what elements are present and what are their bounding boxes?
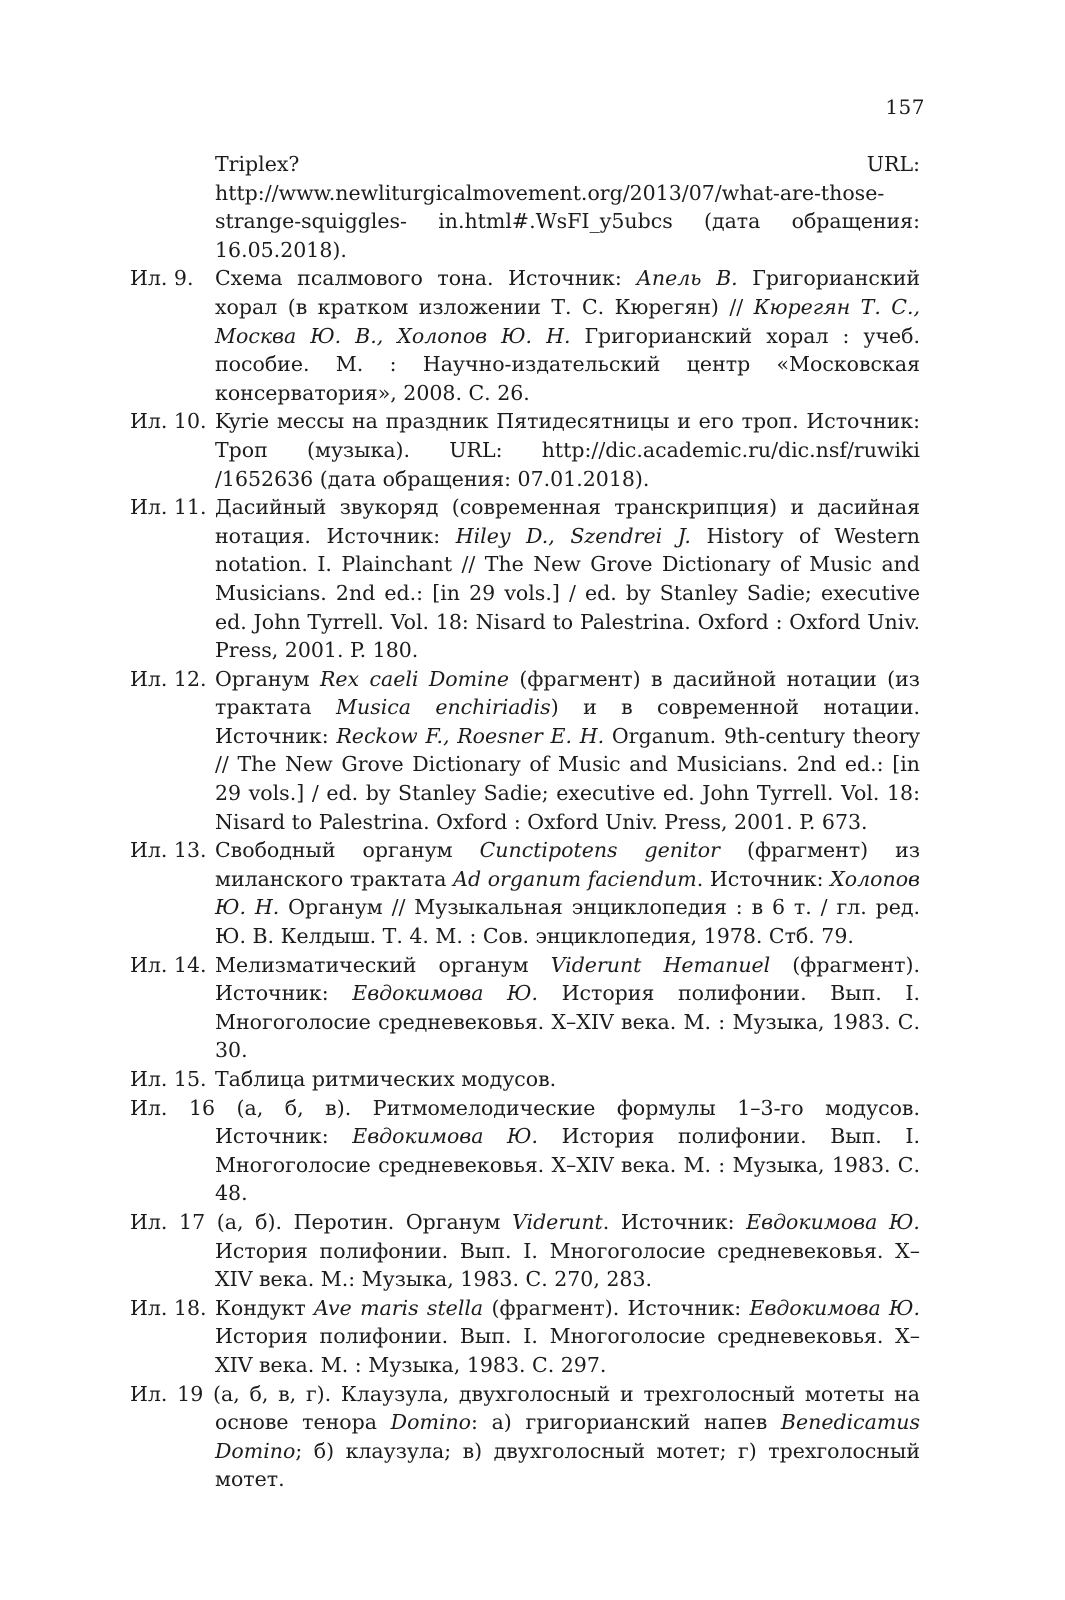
illustration-label: Ил. 16 (а, б, в). bbox=[130, 1095, 352, 1120]
italic-text: Ave maris stella bbox=[314, 1295, 484, 1320]
illustration-label: Ил. 19 (а, б, в, г). bbox=[130, 1381, 332, 1406]
italic-text: Cunctipotens genitor bbox=[479, 838, 720, 863]
italic-text: Ad organum faciendum bbox=[453, 866, 697, 891]
illustration-entry bbox=[130, 1208, 920, 1294]
entry-text: . Источник: bbox=[602, 1209, 747, 1234]
illustration-entry bbox=[130, 1094, 920, 1208]
entry-text: ; б) клаузула; в) двухголосный мотет; г) трехголосный мотет. bbox=[215, 1438, 920, 1492]
italic-text: Rex caeli Domine bbox=[319, 666, 509, 691]
entry-text: . Источник: bbox=[696, 866, 831, 891]
illustration-entry bbox=[130, 264, 920, 407]
italic-text: Hiley D., Szendrei J. bbox=[455, 523, 691, 548]
illustration-entry bbox=[130, 836, 920, 950]
entry-text: История полифонии. Вып. I. Многоголосие средневековья. X–XIV века. М. : Музыка, 1983. С. 297. bbox=[215, 1324, 920, 1377]
illustration-entry bbox=[130, 493, 920, 665]
entry-text: ) и в современной нотации. Источник: bbox=[215, 695, 921, 748]
illustration-entry bbox=[130, 407, 920, 493]
entry-text: История полифонии. Вып. I. Многоголосие средневековья. X–XIV века. М. : Музыка, 1983. С. 48. bbox=[215, 1124, 920, 1206]
italic-text: Benedicamus Domino bbox=[215, 1410, 920, 1463]
italic-text: Евдокимова Ю. bbox=[352, 981, 539, 1006]
illustration-label: Ил. 9. bbox=[130, 266, 194, 291]
entry-text: Kyrie мессы на праздник Пятидесятницы и его троп. Источник: Троп (музыка). URL: http://dic.academic.ru/dic.nsf/ruwiki /1652636 (дата обращения: 07.01.2018). bbox=[215, 409, 920, 491]
entry-text: Таблица ритмических модусов. bbox=[215, 1067, 557, 1091]
italic-text: Viderunt bbox=[512, 1209, 603, 1234]
entry-text: Свободный органум bbox=[215, 838, 480, 863]
page-number: 157 bbox=[885, 95, 925, 119]
entry-text: (фрагмент). Источник: bbox=[215, 952, 920, 1006]
entry-text: История полифонии. Вып. I. Многоголосие средневековья. X–XIV века. М. : Музыка, 1983. С. 30. bbox=[215, 981, 920, 1063]
illustration-label: Ил. 12. bbox=[130, 666, 207, 691]
entry-text: (фрагмент) в дасийной нотации (из трактата bbox=[215, 666, 920, 720]
illustration-label: Ил. 18. bbox=[130, 1295, 207, 1320]
italic-text: Апель В. bbox=[636, 266, 738, 291]
illustration-label: Ил. 17 (а, б). bbox=[130, 1209, 282, 1234]
illustration-entry bbox=[130, 1065, 920, 1094]
italic-text: Domino bbox=[390, 1410, 471, 1435]
entry-text: : а) григорианский напев bbox=[471, 1410, 781, 1435]
illustration-entry bbox=[130, 951, 920, 1065]
italic-text: Viderunt Hemanuel bbox=[550, 952, 771, 977]
illustration-entry bbox=[130, 1380, 920, 1494]
entry-text: Григорианский хорал : учеб. пособие. М. : Научно-издательский центр «Московская консерватория», 2008. С. 26. bbox=[215, 323, 920, 405]
illustration-entry bbox=[130, 665, 920, 837]
italic-text: Холопов Ю. Н. bbox=[215, 866, 920, 920]
entry-text: History of Western notation. I. Plainchant // The New Grove Dictionary of Music and Musicians. 2nd ed.: [in 29 vols.] / ed. by Stanley Sadie; executive ed. John Tyrrell. Vol. 18: Nisard to Palestrina. Oxford : Oxford Univ. Press, 2001. P. 180. bbox=[215, 523, 920, 663]
entry-text: Мелизматический органум bbox=[215, 952, 551, 977]
illustration-label: Ил. 15. bbox=[130, 1067, 207, 1091]
entry-text: Кондукт bbox=[215, 1295, 315, 1320]
entry-text: Перотин. Органум bbox=[293, 1209, 513, 1234]
italic-text: Reckow F., Roesner E. H. bbox=[336, 723, 605, 748]
entry-text: Клаузула, двухголосный и трехголосный мотеты на основе тенора bbox=[215, 1381, 920, 1435]
entry-text: Органум // Музыкальная энциклопедия : в 6 т. / гл. ред. Ю. В. Келдыш. Т. 4. М. : Сов. энциклопедия, 1978. Стб. 79. bbox=[215, 895, 921, 949]
entry-text: Схема псалмового тона. Источник: bbox=[215, 266, 637, 291]
entry-text: (фрагмент). Источник: bbox=[483, 1295, 750, 1320]
continued-entry-text: Triplex? URL: http://www.newliturgicalmovement.org/2013/07/what-are-those-strange-squiggles- in.html#.WsFI_y5ubcs (дата обращения: 16.05.2018). bbox=[215, 152, 920, 262]
entries-container bbox=[130, 264, 920, 1494]
italic-text: Евдокимова Ю. bbox=[749, 1295, 920, 1320]
illustration-label: Ил. 10. bbox=[130, 409, 207, 434]
illustration-label: Ил. 14. bbox=[130, 952, 207, 977]
illustration-label: Ил. 13. bbox=[130, 838, 207, 863]
italic-text: Евдокимова Ю. bbox=[746, 1209, 920, 1234]
illustration-entry bbox=[130, 1294, 920, 1380]
entry-text: Органум bbox=[215, 666, 320, 691]
italic-text: Евдокимова Ю. bbox=[352, 1124, 539, 1149]
italic-text: Musica enchiriadis bbox=[336, 695, 551, 720]
illustration-list bbox=[130, 150, 920, 1494]
entry-text: Григорианский хорал (в кратком изложении Т. С. Кюрегян) // bbox=[215, 266, 921, 319]
entry-text: (фрагмент) из миланского трактата bbox=[215, 838, 921, 891]
illustration-label: Ил. 11. bbox=[130, 495, 207, 520]
entry-text: Ритмомелодические формулы 1–3-го модусов. Источник: bbox=[215, 1095, 920, 1149]
italic-text: Кюрегян Т. С., Москва Ю. В., Холопов Ю. Н. bbox=[215, 294, 920, 348]
entry-text: Organum. 9th-century theory // The New Grove Dictionary of Music and Musicians. 2nd ed.: [in 29 vols.] / ed. by Stanley Sadie; executive ed. John Tyrrell. Vol. 18: Nisard to Palestrina. Oxford : Oxford Univ. Press, 2001. P. 673. bbox=[215, 723, 920, 834]
entry-text: Дасийный звукоряд (современная транскрипция) и дасийная нотация. Источник: bbox=[215, 495, 920, 548]
entry-text: История полифонии. Вып. I. Многоголосие средневековья. X–XIV века. М.: Музыка, 1983. С. 270, 283. bbox=[215, 1238, 920, 1292]
